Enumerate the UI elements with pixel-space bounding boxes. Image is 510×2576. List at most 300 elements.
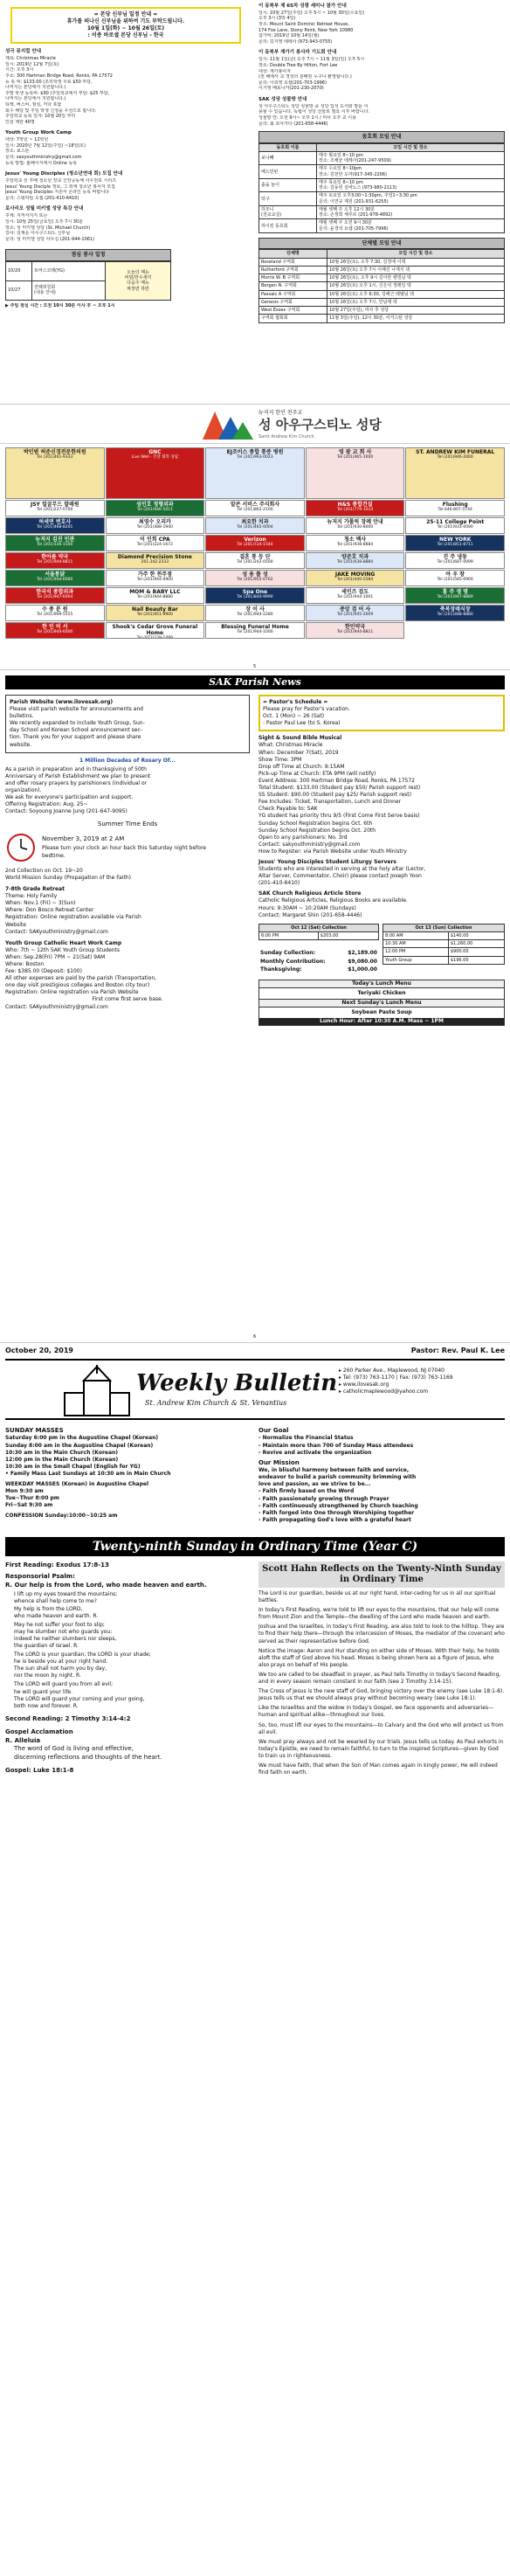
sponsor-ad xyxy=(306,447,405,499)
info-line: Offering Registration: Aug. 25~ xyxy=(5,801,88,808)
table-header-row xyxy=(259,924,379,931)
info-line: 주말 학생 등록비: $90 (주일학교에서 부담: $25 부담, xyxy=(5,90,110,96)
info-line: 일시: 2019년 12월 7일(토) xyxy=(5,61,59,67)
table-row xyxy=(258,958,379,966)
table-cell: Thanksgiving: xyxy=(260,966,302,973)
table-row xyxy=(259,315,505,322)
sponsor-phone: Tel (201)945-2009 xyxy=(336,613,374,618)
bulletin-pastor: Pastor: Rev. Paul K. Lee xyxy=(410,1347,505,1354)
psalm-line: indeed he neither slumbers nor sleeps, xyxy=(14,1635,117,1642)
sponsor-name: ST. ANDREW KIM FUNERAL xyxy=(416,449,495,455)
sponsor-ad xyxy=(205,500,305,516)
sponsor-phone: Tel (201)724-1544 xyxy=(237,543,273,548)
acclamation-title: Gospel Acclamation xyxy=(5,1728,73,1736)
info-line: We ask for everyone's participation and support. xyxy=(5,794,134,801)
table-cell: 하모니 (전교교실) xyxy=(259,205,317,219)
info-line: 등록 방법: 홈페이지에서 Online 등록 xyxy=(5,160,78,166)
sponsor-ad xyxy=(405,605,505,621)
sponsor-phone: Tel (201)951-9900 xyxy=(136,613,173,618)
info-line: 문의: 이희영 요셉(201-703-1996) xyxy=(258,80,327,86)
next-menu-title: Next Sunday's Lunch Menu xyxy=(259,999,504,1008)
website-box xyxy=(5,695,250,753)
collection-left-table xyxy=(258,924,379,941)
table-cell: 10월 26일(토), 오후 7:30, 김정애 이댁 xyxy=(327,258,505,266)
info-line: Altar Server, Commentator, Choir) please contact Joseph Yoon xyxy=(258,873,422,880)
sponsor-phone: Tel (201)944-8811 xyxy=(37,560,73,565)
table-row xyxy=(259,258,505,266)
sponsor-name: JSY 얼굴무드 발레원 xyxy=(30,502,79,508)
bulletin-page-7 xyxy=(0,1342,510,2576)
sponsor-ad xyxy=(5,570,105,586)
table-header: 모임 시간 및 장소 xyxy=(317,143,505,151)
psalm-verses xyxy=(14,1591,250,1710)
table-cell: $196.00 xyxy=(448,956,504,964)
psalm-line: The LORD will guard your coming and your going, xyxy=(14,1695,145,1702)
sponsor-name: 이 인희 CPA xyxy=(140,537,170,543)
sponsor-name: 영 광 교 회 사 xyxy=(338,449,372,455)
musical-lines xyxy=(5,56,246,125)
lunch-schedule xyxy=(5,249,171,301)
church-name: 성 아우구스티노 성당 xyxy=(258,417,382,433)
table-cell: Morris W. B 구역회 xyxy=(259,274,327,282)
acclamation-line: R. Alleluia xyxy=(5,1736,41,1744)
sponsor-name: 한아름 약국 xyxy=(41,554,69,560)
sponsor-ad xyxy=(405,447,505,499)
sponsor-phone: Tel (201)963-0023 xyxy=(237,455,273,460)
groups-title: 동호회 모임 안내 xyxy=(258,131,505,143)
sponsor-ad xyxy=(5,622,105,639)
sponsor-ad xyxy=(306,517,405,534)
info-line: Oct. 1 (Mon) ~ 26 (Sat) xyxy=(263,713,325,720)
table-cell: 10월 26일(토) 오후 7시 이해진 나재식 댁 xyxy=(327,266,505,274)
table-header: 동호회 이름 xyxy=(259,143,317,151)
psalm-line: My help is from the LORD, xyxy=(14,1605,83,1612)
pastor-schedule-notice xyxy=(10,7,241,44)
psalm-line: he will guard your life. xyxy=(14,1688,73,1695)
sponsor-name: Diamond Precision Stone xyxy=(117,554,192,560)
table-row xyxy=(383,940,505,948)
table-row xyxy=(259,219,505,233)
table-cell: 전례위원회 (내용 안내) xyxy=(32,280,106,300)
table-cell: 10/20 xyxy=(6,261,32,280)
table-cell: Rutherford 구역회 xyxy=(259,266,327,274)
table-cell: 10월 26일(토), 오후 9시 김이란 렌넬님 댁 xyxy=(327,274,505,282)
table-row xyxy=(259,282,505,290)
psalm-line: whence shall help come to me? xyxy=(14,1598,97,1605)
sponsor-name: 한국식 종합외과 xyxy=(36,589,74,595)
info-line: Registration: Online registration via Parish Website xyxy=(5,989,139,996)
sponsor-phone: Tel (201)944-8811 xyxy=(336,630,374,635)
info-line: tion. Thank you for your support and please share xyxy=(10,734,141,741)
info-line: day School and Korean School announcement sec- xyxy=(10,727,142,734)
sponsor-ad xyxy=(106,517,205,534)
table-row xyxy=(259,165,505,179)
sponsor-ad xyxy=(306,570,405,586)
table-cell: $9,080.00 xyxy=(348,958,377,965)
address-line: ▸ 260 Parker Ave., Maplewood, NJ 07040 xyxy=(339,1368,445,1374)
notice-line: 휴가를 떠나신 신부님을 위하여 기도 부탁드립니다. xyxy=(66,18,185,25)
sponsor-ad xyxy=(205,605,305,621)
sponsor-ad xyxy=(5,552,105,569)
info-line: 일시: 11월 1일(금) 오후 7시 ~ 11월 3일(일) 오후 5시 xyxy=(258,57,365,63)
mass-line: 12:00 pm in the Main Church (Korean) xyxy=(5,1456,119,1463)
sponsor-phone: Tel (201)944-2280 xyxy=(237,613,273,618)
info-line: 문의: 스윙하임 오셉 (201-410-6410) xyxy=(5,195,79,201)
lunch-note: ▶ 주일 점심 시간 : 오전 10시 30분 이사 후 ~ 오후 1시 xyxy=(5,302,115,308)
bulletin-page-5 xyxy=(0,0,510,669)
table-cell: Genesis 구역회 xyxy=(259,298,327,306)
groups-table xyxy=(258,143,505,233)
sponsor-ads-grid xyxy=(5,447,505,664)
summer-time-note: Please turn your clock an hour back this Saturday night before bedtime. xyxy=(42,845,206,859)
reflection-paragraph: Like the Israelites and the widow in today's Gospel, we face opponents and adversaries—human and spiritual alike—throughout our lives. xyxy=(258,1705,494,1719)
info-line: Please pray for Pastor's vacation. xyxy=(263,706,350,713)
church-address xyxy=(339,1368,505,1395)
sponsor-name: 한 인 비 서 xyxy=(42,624,68,630)
sponsor-phone: Tel (201)242-0500 xyxy=(237,560,273,565)
church-logo-band xyxy=(0,404,510,444)
table-header-row xyxy=(259,143,505,151)
mission-line: - Faith forged into One through Worshiping together xyxy=(258,1509,415,1516)
psalm-line: The sun shall not harm you by day, xyxy=(14,1665,107,1672)
sponsor-name: 축복장례식장 xyxy=(439,606,471,613)
info-line: Contact: SAKyouthministry@gmail.com xyxy=(5,928,108,935)
sponsor-ad xyxy=(205,517,305,534)
table-cell: 탁구 xyxy=(259,192,317,206)
mission-line: - Faith firmly based on the Word xyxy=(258,1488,355,1495)
psalm-line: The LORD is your guardian; the LORD is your shade; xyxy=(14,1652,151,1658)
info-line: When: Nov.1 (Fri) ~ 3(Sun) xyxy=(5,900,76,907)
info-line: As a parish in preparation and in thanksgiving of 50th xyxy=(5,765,147,772)
table-row xyxy=(383,931,505,939)
sponsor-ad xyxy=(106,570,205,586)
info-line: 주소: 300 Hartman Bridge Road, Ronks, PA 17572 xyxy=(5,73,113,80)
sponsor-name: 성민호 정형외과 xyxy=(136,502,174,508)
info-line: Jesus' Young Disciple 정보, 그 외에 청소년 봉사자 모집 xyxy=(5,184,115,190)
reflection-paragraph: We must pray always and not be wearied by our trials. Jesus tells us today. As Paul exhorts in today's Epistle, we need to remain faithful, to turn to the inspired Scriptures—given by God to train us in righteousness. xyxy=(258,1738,504,1759)
sponsor-ad xyxy=(405,587,505,604)
youth-camp-title: Youth Group Work Camp xyxy=(5,130,72,136)
weekday-masses-title: WEEKDAY MASSES (Korean) in Augustine Chapel xyxy=(5,1481,149,1487)
english-left-column xyxy=(5,695,250,1011)
readings xyxy=(5,1562,250,1775)
sponsor-name: Flushing xyxy=(442,502,468,508)
info-line: World Mission Sunday (Propagation of the Faith) xyxy=(5,874,132,881)
second-reading: Second Reading: 2 Timothy 3:14-4:2 xyxy=(5,1714,131,1722)
sponsor-ad xyxy=(405,500,505,516)
info-line: Open to any parishioners: No. 3rd xyxy=(258,834,348,841)
info-line: When: December 7(Sat), 2019 xyxy=(258,749,339,756)
table-cell: 매주 월요일 8~10 pm 장소: 조채균 테레사(201-247-9509) xyxy=(317,151,505,165)
mission-line: We, in blissful harmony between faith and service, xyxy=(258,1467,410,1474)
address-line: ▸ Tel: (973) 763-1170 | Fax: (973) 763-1169 xyxy=(339,1375,453,1381)
table-row xyxy=(259,290,505,298)
table-row xyxy=(258,966,379,974)
info-line: Total Student: $133.00 (Student pay $50/ Parish support rest) xyxy=(258,785,421,792)
lunch-schedule-title: 점심 봉사 일정 xyxy=(5,249,171,261)
collection-totals xyxy=(258,949,379,974)
info-line: Students who are interested in serving at the holy altar (Lector, xyxy=(258,866,426,873)
retreat-title: 7-8th Grade Retreat xyxy=(5,886,65,893)
sponsor-phone: Tel (201)779-1014 xyxy=(336,508,374,513)
table-row xyxy=(259,266,505,274)
info-line: Fee Includes: Ticket, Transportation, Lunch and Dinner xyxy=(258,799,402,806)
sponsor-name: 세인즈 검도 xyxy=(341,589,369,595)
table-cell: Roseland 구역회 xyxy=(259,258,327,266)
info-line: 인원 제한 40명 xyxy=(5,119,35,125)
sponsor-ad xyxy=(306,605,405,621)
mass-schedule xyxy=(5,1427,250,1520)
million-title: 1 Million Decades of Rosary Of... xyxy=(79,757,176,764)
sponsor-phone: Tel (201)947-6064 xyxy=(37,595,73,600)
pastor-schedule-title: = Pastor's Schedule = xyxy=(263,699,328,705)
table-cell: $900.00 xyxy=(448,948,504,956)
psalm-title: Responsorial Psalm: xyxy=(5,1573,75,1581)
table-cell: 11월 3일(주일), 12시 30분, 어거스틴 성당 xyxy=(327,315,505,322)
table-cell: 구역회 협회회 xyxy=(259,315,327,322)
table-cell: 6:00 PM xyxy=(259,931,319,939)
table-row xyxy=(258,949,379,958)
table-cell: 매주 목요일 8~10 pm 장소: 김동빈 실바노스 (973-980-2113) xyxy=(317,178,505,192)
table-header: 모임 시간 및 장소 xyxy=(327,250,505,258)
sponsor-ad xyxy=(106,535,205,551)
sponsor-name: 결혼 통 등 단 xyxy=(239,554,271,560)
sponsor-phone: Tel (201)840-9990 xyxy=(237,595,273,600)
info-line: 강사: 김재운 아우구스티노 신부님 xyxy=(5,231,71,237)
psalm-line: the guardian of Israel. R. xyxy=(14,1642,79,1649)
website-link[interactable]: ▸ www.ilovesak.org xyxy=(339,1381,389,1388)
info-line: 주일학교 등록 일자: 10월 20일 부터 xyxy=(5,114,76,120)
sponsor-ad xyxy=(5,587,105,604)
sponsor-name: 박인범 허준신경전문한의원 xyxy=(23,449,86,455)
info-line: 174 Fox Lane, Stony Point, New York 10980 xyxy=(258,27,354,33)
table-cell: 배드민턴 xyxy=(259,165,317,179)
sponsor-name: Spa One xyxy=(242,589,268,595)
weekly-bulletin-header xyxy=(5,1359,505,1420)
info-line: 제목: Christmas Miracle xyxy=(5,56,56,62)
bulletin-date: October 20, 2019 xyxy=(5,1347,73,1354)
page-number: 6 xyxy=(253,1334,257,1340)
reflection-body xyxy=(258,1590,505,1776)
sponsor-phone: Tel (201)944-0900 xyxy=(136,578,173,583)
psalm-line: The LORD will guard you from all evil; xyxy=(14,1681,114,1688)
info-line: First come first serve base. xyxy=(92,996,163,1003)
religious-store-title: SAK Church Religious Article Store xyxy=(258,890,362,897)
table-cell: 8:00 AM xyxy=(383,931,449,939)
sponsor-phone: Tel (201)336-1500 xyxy=(37,543,73,548)
collection-report xyxy=(258,924,505,974)
sponsor-name: 청소 백사 xyxy=(343,537,367,543)
today-menu-item: Teriyaki Chicken xyxy=(357,989,406,996)
notice-line: = 본당 신부님 일정 안내 = xyxy=(93,11,158,17)
sponsor-phone: Tel (201)944-1000 xyxy=(237,630,273,635)
table-cell: 10월 26일(토) 오후 1시, 신은석 정래일 댁 xyxy=(327,282,505,290)
info-line: Contact: Margaret Shin (201-658-4446) xyxy=(258,911,362,918)
sponsor-name: 최요한 치과 xyxy=(241,519,269,525)
info-line: SS Student: $90.00 (Student pay $25/ Parish support rest) xyxy=(258,792,411,799)
english-right-column xyxy=(258,695,505,1026)
mission-line: love and passion, as we strive to be... xyxy=(258,1481,371,1488)
sponsor-phone: Tel (201)488-8880 xyxy=(437,613,473,618)
sponsor-phone: Tel (201)946-5011 xyxy=(136,508,173,513)
sponsor-phone: Tel (201)944-6000 xyxy=(37,630,73,635)
psalm-line: may he slumber not who guards you: xyxy=(14,1628,113,1635)
info-line: one day visit prestigious colleges and Boston city tour) xyxy=(5,982,150,989)
psalm-line: who made heaven and earth. R. xyxy=(14,1612,99,1619)
info-line: Theme: Holy Family xyxy=(5,893,58,900)
table-cell: 보니빼 xyxy=(259,151,317,165)
info-line: 나머지는 본당에서 지원합니다.) xyxy=(5,96,66,102)
sponsor-name: Nail Beauty Bar xyxy=(132,606,178,613)
bulletin-topline xyxy=(5,1347,505,1355)
bulletin-title: Weekly Bulletin xyxy=(136,1370,338,1396)
sponsor-ad xyxy=(405,535,505,551)
cells-table xyxy=(258,249,505,322)
sponsor-name: EJ조이스 종합 통증 병원 xyxy=(226,449,284,455)
church-logo xyxy=(0,405,510,445)
info-line: (201-410-6410) xyxy=(258,880,300,887)
table-cell: Passaic A 구역회 xyxy=(259,290,327,298)
sponsor-phone: Tel (201)488-1940 xyxy=(136,525,173,530)
sponsor-phone: Tel (201)862-2100 xyxy=(237,508,273,513)
sponsor-ad xyxy=(205,447,305,499)
info-line: (전 해에서 교 경성의 분배된 누구나 환영합니다.) xyxy=(258,74,352,80)
info-line: 나머지는 본당에서 지원합니다.) xyxy=(5,85,66,91)
info-line: 2nd Collection on Oct. 19~20 xyxy=(5,867,83,874)
website-title: Parish Website (www.ilovesak.org) xyxy=(10,699,114,705)
table-cell: Monthly Contribution: xyxy=(260,958,326,965)
table-cell: Bergen N. 구역회 xyxy=(259,282,327,290)
info-line: 대상: 재가봉사자 xyxy=(258,68,292,74)
mass-line: 10:30 am in the Small Chapel (English for YG) xyxy=(5,1463,141,1470)
table-header-row xyxy=(383,924,505,931)
info-line: 일시: 2020년 7월 12일(주일) ~18일(토) xyxy=(5,142,86,149)
sponsor-ad xyxy=(405,570,505,586)
info-line: Where: Don Bosco Retreat Center xyxy=(5,907,94,914)
sponsor-phone: Tel (201)969-5555 xyxy=(37,613,73,618)
sponsor-name: H&S 종합건설 xyxy=(337,502,373,508)
sponsor-phone: Tel (201)585-0900 xyxy=(437,578,473,583)
table-header: 단체명 xyxy=(259,250,327,258)
bulletin-subtitle: St. Andrew Kim Church & St. Venantius xyxy=(145,1399,287,1407)
reflection-paragraph: We must have faith, that when the Son of Man comes again in kingly power, He will indeed find faith on earth. xyxy=(258,1762,498,1776)
info-line: and offer rosary prayers by parishioners (individual or xyxy=(5,779,148,786)
church-en: Saint Andrew Kim Church xyxy=(258,434,314,440)
info-line: Registration: Online registration available via Parish xyxy=(5,914,141,921)
info-line: 장소: 성 미키엘 성당 (St. Michael Church) xyxy=(5,225,91,231)
sponsor-ad xyxy=(306,587,405,604)
psalm-line: I lift up my eyes toward the mountains; xyxy=(14,1591,118,1598)
table-cell: 10:30 AM xyxy=(383,940,449,948)
info-line: Who: 7th ~ 12th SAK Youth Group Students xyxy=(5,946,121,953)
today-menu-title: Today's Lunch Menu xyxy=(259,980,504,988)
table-row xyxy=(259,151,505,165)
sponsor-phone: Tel (201)946-2000 xyxy=(437,455,473,460)
info-line: Contact: Soyoung Joanne Jung (201-647-9095) xyxy=(5,808,128,815)
table-cell: 10/27 xyxy=(6,280,32,300)
info-line: website. xyxy=(10,741,32,748)
reflection-paragraph: Joshua and the Israelites, in today's First Reading, are also told to look to the hilltop. They are to find their help there—through the intercession of Moses, the mediator of the covenant who served as their representative before God. xyxy=(258,1624,505,1645)
sponsor-phone: Tel (201)465-0004 xyxy=(237,525,273,530)
info-line: Where: Boston xyxy=(5,960,45,967)
info-line: 문의: 최 호아가다 (201-658-4446) xyxy=(258,121,328,127)
info-line: 주일학교 선 후배 청소년 장교 신앙공동체 사우전로 시리즈 xyxy=(5,178,117,184)
jyd-title: Jesus' Young Disciples Student Liturgy Servers xyxy=(258,858,396,865)
goal-line: - Maintain more than 700 of Sunday Mass attendees xyxy=(258,1442,414,1449)
sponsor-ad xyxy=(5,447,105,499)
sponsor-name: GNC xyxy=(148,449,162,455)
info-line: 장소: Double Tree By Hilton, Fort Lee xyxy=(258,62,338,68)
lunch-schedule-table xyxy=(5,261,171,301)
info-line: bulletins. xyxy=(10,713,34,720)
table-row xyxy=(383,948,505,956)
sponsor-ad xyxy=(306,622,405,639)
table-row xyxy=(259,307,505,315)
sponsor-name: 가주 한 천주점 xyxy=(137,571,172,578)
table-cell: 매주 수요일 8~10pm 장소: 김천란 도마(917-345-2206) xyxy=(317,165,505,179)
email-link[interactable]: ▸ catholicmaplewood@yahoo.com xyxy=(339,1388,429,1395)
sponsor-phone: Tel (201)224-1672 xyxy=(136,543,173,548)
collection-left xyxy=(258,924,379,974)
table-cell: 10월 27일(주일), 미사 후 성당 xyxy=(327,307,505,315)
table-cell: $1,000.00 xyxy=(348,966,377,973)
sponsor-phone: Tel (201)944-8880 xyxy=(136,595,173,600)
sponsor-ad xyxy=(106,622,205,639)
reflection-paragraph: In today's First Reading, we're told to lift our eyes to the mountains, that our help will come from Mount Zion and the Temple—the dwelling of the Lord who made heaven and earth. xyxy=(258,1607,500,1621)
sponsor-ad xyxy=(405,517,505,534)
reflection-paragraph: The Lord is our guardian, beside us at our right hand, inter-ceding for us in all our spiritual battles. xyxy=(258,1590,496,1604)
lunch-menu-box xyxy=(258,980,505,1026)
sponsor-ad xyxy=(106,447,205,499)
bible-lecture-title: 로사리오 성월 미키엘 성당 특강 안내 xyxy=(5,206,84,212)
goal-line: - Normalize the Financial Status xyxy=(258,1435,354,1442)
sponsor-ad xyxy=(306,500,405,516)
sponsor-name: 아 우 창 xyxy=(445,571,465,578)
gospel-reading: Gospel: Luke 18:1-8 xyxy=(5,1767,74,1774)
info-line: 등 록 비: $133.00 (조리학생 무료 $50 부담, xyxy=(5,79,93,85)
sponsor-name: 뉴저지 가톨릭 장례 안내 xyxy=(327,519,383,525)
bulletin-page-6 xyxy=(0,669,510,1342)
sponsor-name: 서울통닭 xyxy=(45,571,65,578)
mass-line: Mon 9:30 am xyxy=(5,1488,44,1495)
info-line: 참가비: 2019년 10월 14일(월) xyxy=(258,33,320,39)
table-cell: $140.00 xyxy=(448,931,504,939)
info-line: Website xyxy=(5,921,26,928)
summer-time-title: Summer Time Ends xyxy=(97,821,158,828)
table-cell: $2,189.00 xyxy=(348,950,377,957)
sponsor-ad xyxy=(205,622,305,639)
next-menu-item: Soybean Paste Soup xyxy=(351,1009,412,1015)
sponsor-phone: Tel (201)638-8884 xyxy=(336,560,374,565)
psalm-line: May he not suffer your foot to slip; xyxy=(14,1621,105,1628)
table-cell: Sunday Collection: xyxy=(260,950,316,957)
sponsor-ad xyxy=(306,535,405,551)
confession-line: CONFESSION Sunday:10:00~10:25 am xyxy=(5,1513,118,1520)
reflection-paragraph: So, too, must lift our eyes to the mountains—to Calvary and the God who will protect us from all evil. xyxy=(258,1721,504,1735)
sponsor-phone: Tel (201)930-8000 xyxy=(336,525,374,530)
sponsor-name: Verizon xyxy=(244,537,266,543)
mass-line: Tue~Thur 8:00 pm xyxy=(5,1495,60,1502)
info-line: YG student has priority thru 9/5 (First Come First Serve basis) xyxy=(258,813,420,820)
sponsor-name: 허세연 변호사 xyxy=(38,519,72,525)
bible-musical-title: Sight & Sound Bible Musical xyxy=(258,735,342,742)
info-line: Hours: 9:30AM ~ 10:20AM (Sundays) xyxy=(258,904,356,911)
sponsor-ad xyxy=(106,500,205,516)
sponsor-ad xyxy=(5,500,105,516)
table-header-row xyxy=(259,250,505,258)
info-line: 오후 3시 (3박 4일) xyxy=(258,16,296,22)
summer-time-date: November 3, 2019 at 2 AM xyxy=(42,835,125,843)
